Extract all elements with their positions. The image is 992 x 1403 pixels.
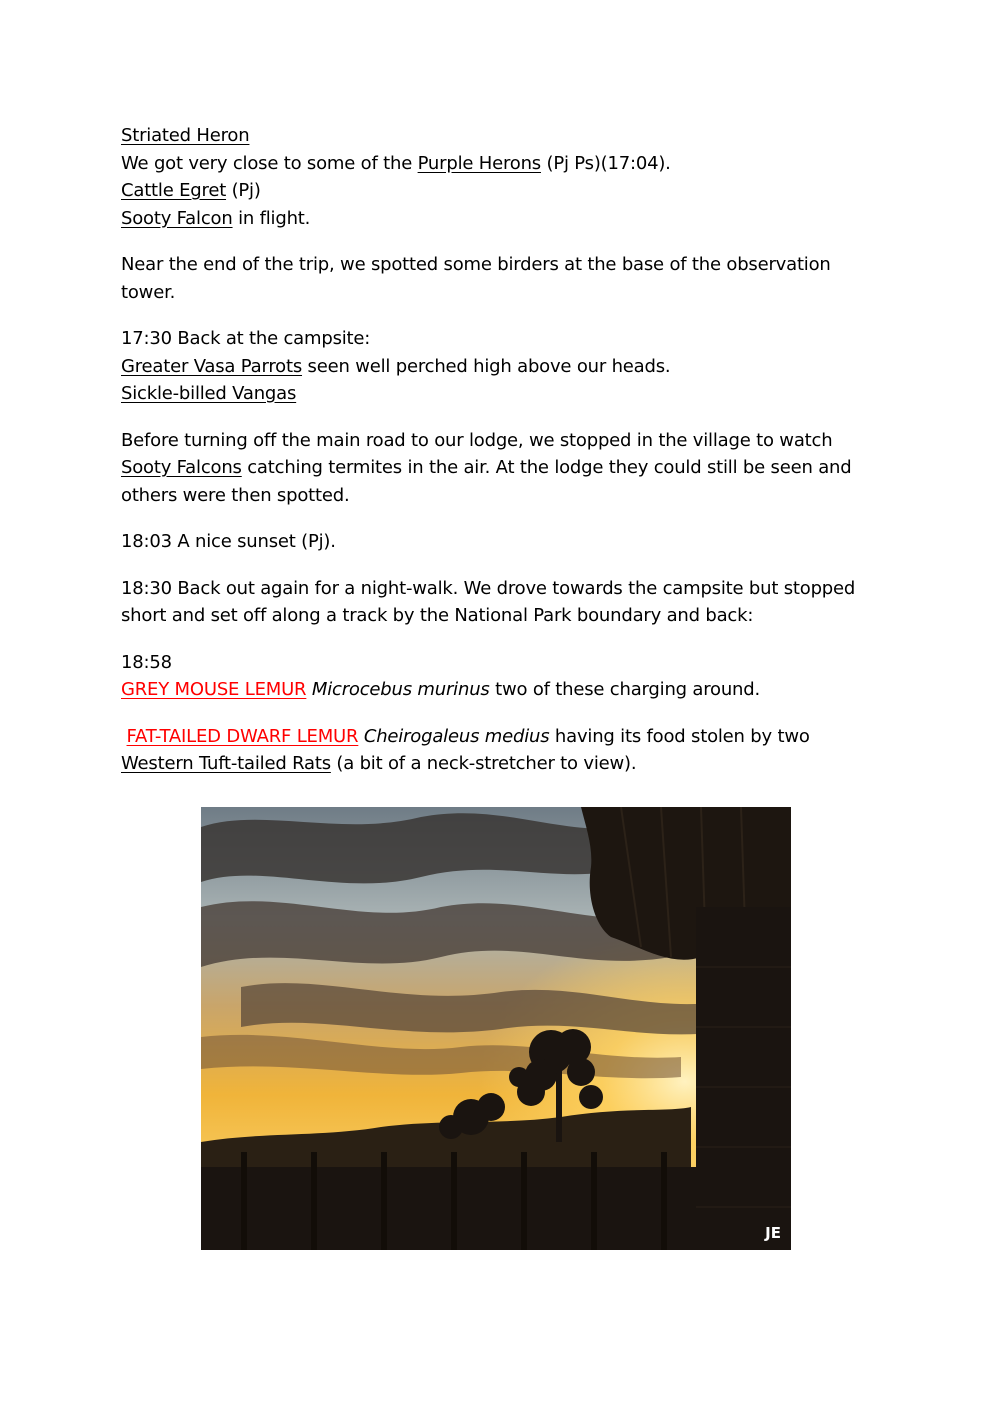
link-greater-vasa-parrots[interactable]: Greater Vasa Parrots xyxy=(121,355,303,377)
text: in flight. xyxy=(232,207,311,229)
sunset-illustration xyxy=(201,807,791,1250)
link-cattle-egret[interactable]: Cattle Egret xyxy=(121,180,227,201)
paragraph-dwarf-lemur xyxy=(121,723,873,778)
sunset-photo xyxy=(201,807,791,1250)
paragraph-night-walk: 18:30 Back out again for a night-walk. We drove towards the campsite but stopped short and set off along a track by the National Park boundary and back: xyxy=(121,577,856,626)
link-sickle-billed-vangas[interactable]: Sickle-billed Vangas xyxy=(121,383,297,404)
paragraph-sunset: 18:03 A nice sunset (Pj). xyxy=(121,531,336,552)
text: (a bit of a neck-stretcher to view). xyxy=(330,753,637,774)
link-grey-mouse-lemur[interactable]: GREY MOUSE LEMUR xyxy=(121,679,307,700)
link-fat-tailed-dwarf-lemur[interactable]: FAT-TAILED DWARF LEMUR xyxy=(126,725,359,747)
latin-name: Microcebus murinus xyxy=(311,679,490,700)
paragraph-campsite xyxy=(121,325,873,408)
text: We got very close to some of the xyxy=(121,152,418,174)
link-purple-herons[interactable]: Purple Herons xyxy=(417,152,541,174)
link-sooty-falcons[interactable]: Sooty Falcons xyxy=(121,457,242,478)
text: seen well perched high above our heads. xyxy=(302,355,671,377)
paragraph-birders: Near the end of the trip, we spotted some birders at the base of the observation tower. xyxy=(121,254,831,303)
species-list xyxy=(121,122,873,232)
text: two of these charging around. xyxy=(489,679,761,700)
text: catching termites in the air. At the lodge they could still be seen and others were then spotted. xyxy=(121,457,852,506)
text: Before turning off the main road to our lodge, we stopped in the village to watch xyxy=(121,429,833,451)
text: 18:58 xyxy=(121,651,172,673)
paragraph-lodge xyxy=(121,427,873,510)
text: (Pj Ps)(17:04). xyxy=(540,152,671,174)
link-sooty-falcon[interactable]: Sooty Falcon xyxy=(121,207,233,229)
paragraph-mouse-lemur xyxy=(121,649,873,704)
latin-name: Cheirogaleus medius xyxy=(363,725,550,747)
text: (Pj) xyxy=(226,180,261,201)
link-western-tuft-tailed-rats[interactable]: Western Tuft-tailed Rats xyxy=(121,753,331,774)
text: having its food stolen by two xyxy=(549,725,810,747)
document-body xyxy=(121,122,873,797)
text: 17:30 Back at the campsite: xyxy=(121,328,371,349)
link-striated-heron[interactable]: Striated Heron xyxy=(121,125,250,146)
photo-credit: JE xyxy=(765,1224,781,1242)
